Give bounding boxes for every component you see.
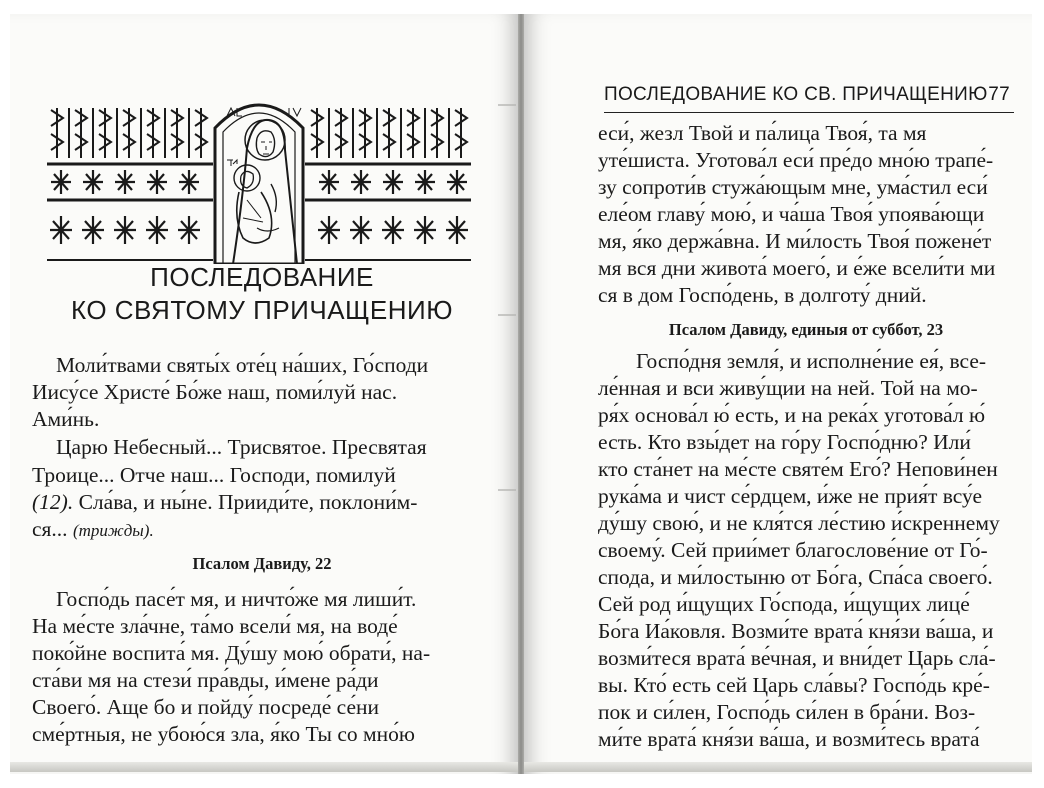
body-line: мя, я́ко держа́вна. И ми́лость Твоя́ пожене́т [598,229,992,253]
page-number: 77 [988,84,1010,105]
open-book [10,14,1034,776]
body-line: вы. Кто́ есть сей Царь сла́вы? Госпо́дь кре́- [598,673,990,697]
body-line: Моли́твами святы́х оте́ц на́ших, Го́споди [56,353,429,377]
running-header-title: ПОСЛЕДОВАНИЕ КО СВ. ПРИЧАЩЕНИЮ [604,84,988,105]
repeat-count: (12). [32,490,74,514]
rubric-note: (трижды). [72,521,154,540]
right-page [524,14,1032,774]
body-line: Сей род и́щущих Го́спода, и́щущих лице́ [598,592,970,616]
body-line: возми́теся врата́ ве́чная, и вни́дет Царь сла́- [598,646,996,670]
body-line: спода, и ми́лостыню от Бо́га, Спа́са своего́. [598,565,993,589]
body-line: Бо́га Иа́ковля. Возми́те врата́ кня́зи ва́ша, и [598,619,994,643]
body-line: кто ста́нет на ме́сте святе́м Его́? Непови́нен [598,457,998,481]
psalm-heading: Псалом Давиду, 22 [192,554,332,573]
page-edge [10,762,518,772]
body-line: ста́ви мя на стези́ пра́вды, и́мене ра́ди [32,668,379,692]
body-line: своему́. Сей прии́мет благослове́ние от Го́- [598,538,988,562]
body-line: ря́х основа́л ю́ есть, и на река́х уготова́л ю́ [598,403,986,427]
body-line [32,489,417,517]
body-line: рука́ма и чист се́рдцем, и́же не прия́т всу́е [598,484,983,508]
page-edge [524,762,1032,772]
body-line: Троице... Отче наш... Господи, помилуй [32,463,396,487]
section-title-line2: КО СВЯТОМУ ПРИЧАЩЕНИЮ [70,295,453,325]
body-line: пок и си́лен, Госпо́дь си́лен в бра́ни. Воз- [598,700,976,724]
body-line: еле́ом главу́ мою́, и ча́ша Твоя́ упоява́ющи [598,202,985,226]
bleed-through-mark [498,489,516,491]
body-line: уте́шиста. Уготова́л еси́ пре́до мно́ю трапе́- [598,148,994,172]
bleed-through-mark [498,314,516,316]
body-line: ле́нная и вси живу́щии на ней. Той на мо- [598,376,978,400]
running-header [604,84,1014,113]
body-line: Ами́нь. [32,407,100,431]
section-title-line1: ПОСЛЕДОВАНИЕ [150,262,374,292]
body-line: сме́ртныя, не убою́ся зла, я́ко Ты со мно́ю [32,722,415,746]
bleed-through-mark [498,104,516,106]
body-line: Иису́се Христе́ Бо́же наш, поми́луй нас. [32,380,398,404]
body-line: еси́, жезл Твой и па́лица Твоя́, та мя [598,121,927,145]
left-page [10,14,518,774]
body-line: зу сопроти́в стужа́ющым мне, ума́стил еси́ [598,175,988,199]
body-line: ми́те врата́ кня́зи ва́ша, и возми́тесь врата́ [598,727,980,751]
body-line: На ме́сте зла́чне, та́мо всели́ мя, на воде́ [32,614,398,638]
body-line: есть. Кто взы́дет на го́ру Госпо́дню? Или́ [598,430,971,454]
psalm-heading: Псалом Давиду, единыя от суббот, 23 [668,320,944,339]
body-text: Сла́ва, и ны́не. Прииди́те, поклони́м- [73,490,418,514]
body-line: Госпо́дь пасе́т мя, и ничто́же мя лиши́т. [56,587,417,611]
body-line: ду́шу свою́, и не кля́тся ле́стию и́скреннему [598,511,1000,535]
body-line: Своего́. Аще бо и пойду́ посреде́ се́ни [32,695,380,719]
body-line: поко́йне воспита́ мя. Ду́шу мою́ обрати́, на- [32,641,431,665]
body-line: Госпо́дня земля́, и исполне́ние ея́, все- [636,349,987,373]
icon-ornament-illustration [47,88,471,264]
body-line: Царю Небесный... Трисвятое. Пресвятая [56,435,427,459]
body-line: ся в дом Госпо́день, в долготу́ дний. [598,283,927,307]
body-line [32,516,154,545]
body-text: ся... [32,517,73,541]
body-line: мя вся дни живота́ моего́, и е́же всели́ти ми [598,256,996,280]
theotokos-icon [215,105,303,264]
